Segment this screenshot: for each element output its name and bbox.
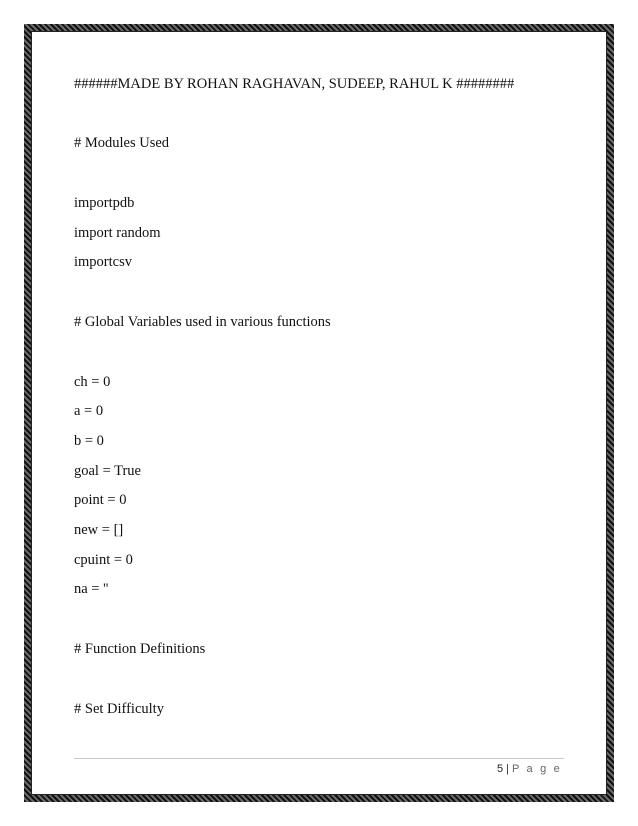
footer-separator: | <box>506 763 509 775</box>
code-line-import-pdb: importpdb <box>74 195 135 211</box>
footer-divider <box>74 758 564 759</box>
functions-comment-line: # Function Definitions <box>74 641 206 657</box>
code-line-import-random: import random <box>74 225 161 241</box>
code-line-import-csv: importcsv <box>74 254 132 270</box>
code-line-b: b = 0 <box>74 433 104 449</box>
code-line-goal: goal = True <box>74 463 141 479</box>
difficulty-comment-line: # Set Difficulty <box>74 701 164 717</box>
modules-comment-line: # Modules Used <box>74 135 170 151</box>
code-line-cpuint: cpuint = 0 <box>74 552 133 568</box>
page-footer <box>497 763 562 775</box>
globals-comment-line: # Global Variables used in various functions <box>74 314 331 330</box>
header-comment-line: ######MADE BY ROHAN RAGHAVAN, SUDEEP, RAHUL K ######## <box>74 76 515 92</box>
code-line-na: na = '' <box>74 581 109 597</box>
code-line-point: point = 0 <box>74 492 127 508</box>
page-label: P a g e <box>511 763 562 775</box>
code-line-new: new = [] <box>74 522 124 538</box>
code-line-ch: ch = 0 <box>74 374 111 390</box>
page-number: 5 <box>496 763 504 775</box>
code-line-a: a = 0 <box>74 403 104 419</box>
